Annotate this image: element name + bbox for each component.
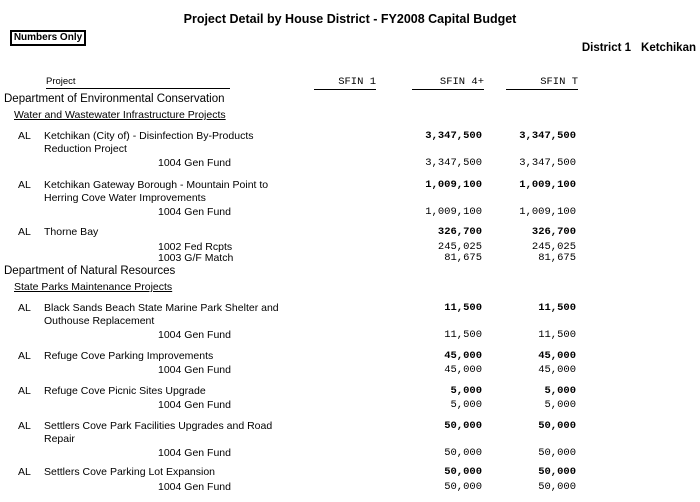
project-total-sfin4: 50,000	[444, 466, 482, 478]
fund-amount-sfin4: 5,000	[450, 399, 482, 411]
project-name: Ketchikan (City of) - Disinfection By-Products Reduction Project	[44, 130, 254, 155]
fund-amount-sfint: 11,500	[538, 329, 576, 341]
fund-amount-sfint: 3,347,500	[519, 157, 576, 169]
fund-amount-sfint: 81,675	[538, 252, 576, 264]
project-total-sfint: 11,500	[538, 302, 576, 314]
project-total-sfin4: 326,700	[437, 226, 482, 238]
department-heading: Department of Environmental Conservation	[4, 93, 225, 105]
project-total-sfint: 45,000	[538, 350, 576, 362]
project-column-header: Project	[46, 76, 230, 89]
fund-source: 1004 Gen Fund	[158, 206, 231, 218]
fund-source: 1004 Gen Fund	[158, 364, 231, 376]
district-number: District 1	[581, 42, 632, 54]
project-total-sfint: 5,000	[544, 385, 576, 397]
project-total-sfint: 1,009,100	[519, 179, 576, 191]
district-label	[582, 42, 696, 54]
fund-amount-sfin4: 50,000	[444, 481, 482, 493]
fund-amount-sfin4: 45,000	[444, 364, 482, 376]
numbers-only-badge: Numbers Only	[10, 30, 86, 46]
fund-amount-sfin4: 245,025	[437, 241, 482, 253]
district-name: Ketchikan	[641, 42, 696, 54]
project-name: Settlers Cove Park Facilities Upgrades and Road Repair	[44, 420, 273, 445]
project-name: Ketchikan Gateway Borough - Mountain Point to Herring Cove Water Improvements	[44, 179, 269, 204]
page-title: Project Detail by House District - FY2008 Capital Budget	[183, 12, 517, 26]
appropriation-tag: AL	[18, 350, 31, 362]
project-total-sfint: 326,700	[531, 226, 576, 238]
fund-amount-sfint: 50,000	[538, 447, 576, 459]
project-name: Refuge Cove Parking Improvements	[44, 350, 214, 362]
fund-source: 1004 Gen Fund	[158, 447, 231, 459]
project-total-sfin4: 5,000	[450, 385, 482, 397]
fund-source: 1004 Gen Fund	[158, 329, 231, 341]
appropriation-tag: AL	[18, 130, 31, 142]
fund-amount-sfint: 245,025	[531, 241, 576, 253]
project-name: Thorne Bay	[44, 226, 99, 238]
project-total-sfint: 50,000	[538, 420, 576, 432]
sfint-column-header: SFIN T	[506, 76, 578, 90]
project-total-sfint: 50,000	[538, 466, 576, 478]
project-total-sfint: 3,347,500	[519, 130, 576, 142]
fund-amount-sfin4: 50,000	[444, 447, 482, 459]
project-total-sfin4: 3,347,500	[425, 130, 482, 142]
fund-amount-sfint: 5,000	[544, 399, 576, 411]
fund-source: 1004 Gen Fund	[158, 399, 231, 411]
project-name: Refuge Cove Picnic Sites Upgrade	[44, 385, 206, 397]
appropriation-tag: AL	[18, 226, 31, 238]
fund-source: 1003 G/F Match	[158, 252, 234, 264]
fund-amount-sfint: 1,009,100	[519, 206, 576, 218]
department-heading: Department of Natural Resources	[4, 265, 176, 277]
appropriation-tag: AL	[18, 420, 31, 432]
category-heading: Water and Wastewater Infrastructure Projects	[14, 109, 226, 121]
fund-amount-sfin4: 1,009,100	[425, 206, 482, 218]
appropriation-tag: AL	[18, 179, 31, 191]
fund-amount-sfin4: 81,675	[444, 252, 482, 264]
appropriation-tag: AL	[18, 302, 31, 314]
fund-source: 1004 Gen Fund	[158, 481, 231, 493]
sfin1-column-header: SFIN 1	[314, 76, 376, 90]
project-total-sfin4: 45,000	[444, 350, 482, 362]
appropriation-tag: AL	[18, 466, 31, 478]
project-total-sfin4: 11,500	[444, 302, 482, 314]
project-total-sfin4: 1,009,100	[425, 179, 482, 191]
fund-amount-sfint: 45,000	[538, 364, 576, 376]
project-name: Black Sands Beach State Marine Park Shelter and Outhouse Replacement	[44, 302, 279, 327]
category-heading: State Parks Maintenance Projects	[14, 281, 173, 293]
sfin4-column-header: SFIN 4+	[412, 76, 484, 90]
fund-source: 1004 Gen Fund	[158, 157, 231, 169]
fund-amount-sfin4: 11,500	[444, 329, 482, 341]
fund-amount-sfin4: 3,347,500	[425, 157, 482, 169]
fund-source: 1002 Fed Rcpts	[158, 241, 233, 253]
fund-amount-sfint: 50,000	[538, 481, 576, 493]
project-total-sfin4: 50,000	[444, 420, 482, 432]
appropriation-tag: AL	[18, 385, 31, 397]
project-name: Settlers Cove Parking Lot Expansion	[44, 466, 216, 478]
